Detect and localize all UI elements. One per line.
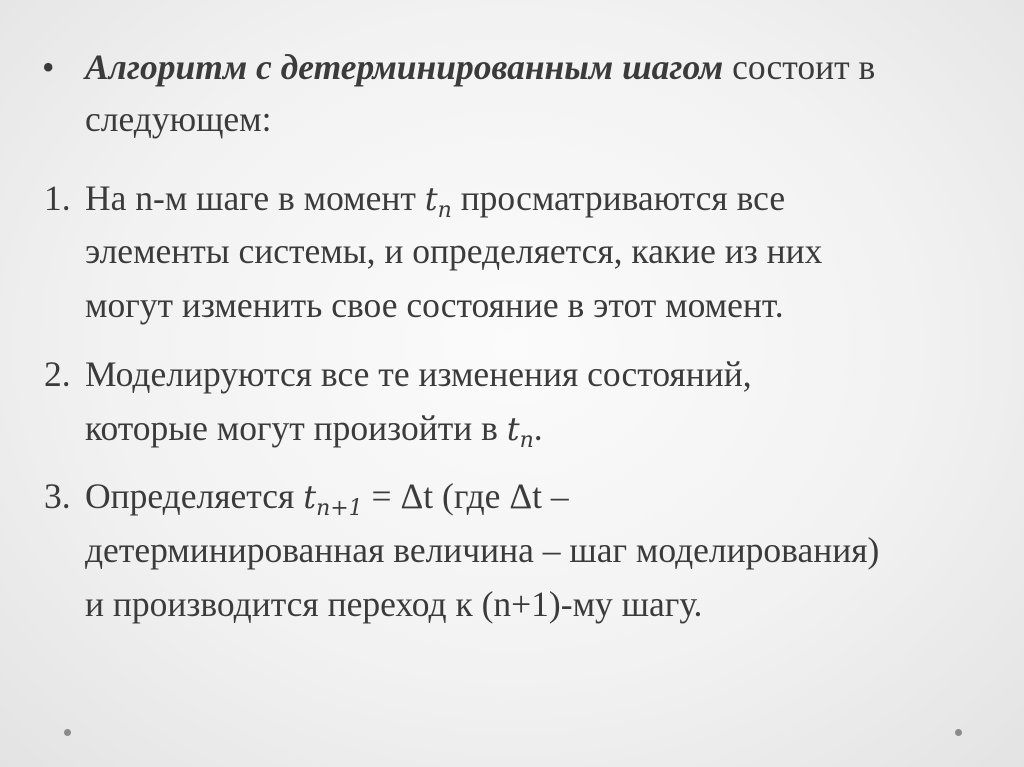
bullet-line-1 xyxy=(85,47,875,87)
step-1-line-1 xyxy=(85,178,785,231)
corner-dot-left-icon xyxy=(64,729,71,736)
bullet-emphasis: Алгоритм с детерминированным шагом xyxy=(85,47,724,87)
step-2-number: 2. xyxy=(44,354,71,394)
step-3-line-3: и производится переход к (n+1)-му шагу. xyxy=(85,584,703,624)
step-3-number: 3. xyxy=(44,476,71,516)
corner-dot-right-icon xyxy=(955,729,962,736)
step-2-line-2 xyxy=(85,408,543,461)
step-3-line-2: детерминированная величина – шаг моделирования) xyxy=(85,530,880,570)
step-2-text-post: . xyxy=(533,408,543,448)
step-1-line-2: элементы системы, и определяется, какие из них xyxy=(85,231,823,271)
bullet-marker: • xyxy=(42,47,55,87)
step-1-math: $t_n$ xyxy=(424,180,452,223)
step-1-number: 1. xyxy=(44,178,71,218)
step-2-line-1: Моделируются все те изменения состояний, xyxy=(85,354,752,394)
step-3-math: $t_{n+1}$ xyxy=(303,478,363,521)
step-3-line-1 xyxy=(85,476,569,529)
step-1-text-pre: На n-м шаге в момент xyxy=(85,178,425,218)
step-3-text-pre: Определяется xyxy=(85,476,304,516)
step-1-text-post: просматриваются все xyxy=(451,178,786,218)
step-3-text-post: = Δt (где Δt – xyxy=(362,476,569,516)
step-2-text-pre: которые могут произойти в xyxy=(85,408,507,448)
bullet-line-2: следующем: xyxy=(85,99,272,139)
bullet-rest: состоит в xyxy=(723,47,876,87)
step-1-line-3: могут изменить свое состояние в этот момент. xyxy=(85,285,784,325)
step-2-math: $t_n$ xyxy=(506,410,534,453)
